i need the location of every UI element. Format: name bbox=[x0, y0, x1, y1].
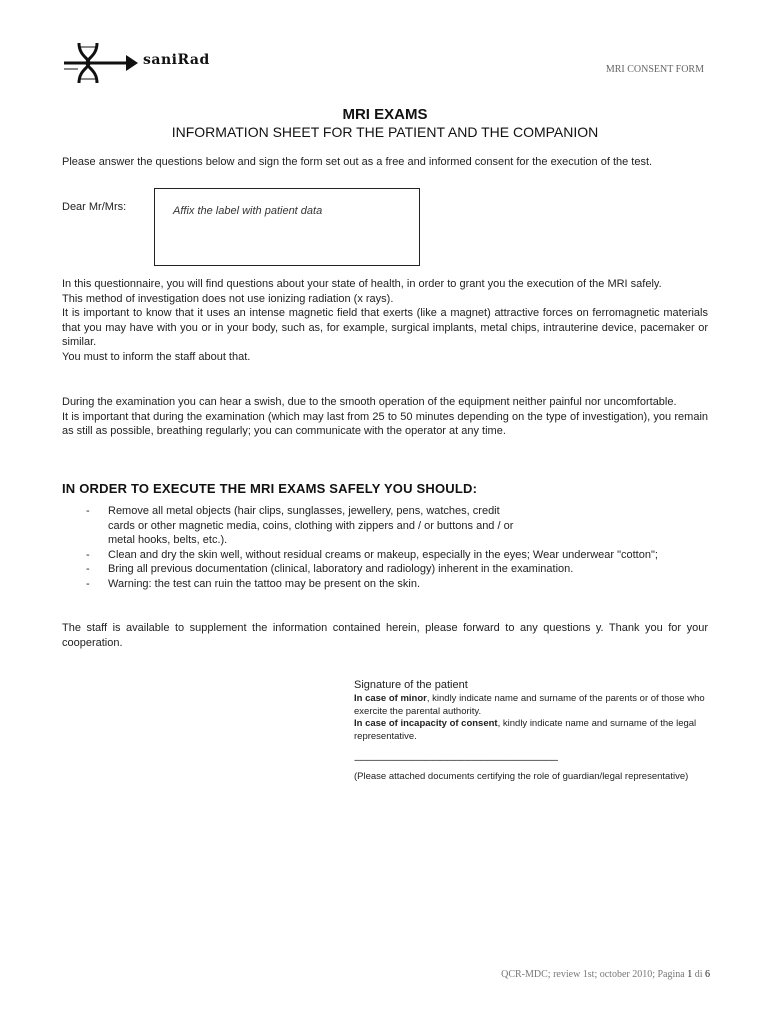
incapacity-text: , kindly indicate name and surname of the legal representative. bbox=[354, 718, 697, 742]
page-number: 1 bbox=[687, 969, 693, 980]
form-name: MRI CONSENT FORM bbox=[605, 64, 704, 75]
info-line: In this questionnaire, you will find questions about your state of health, in order to grant you the execution of the MRI safely. bbox=[62, 278, 662, 290]
label-box-text: Affix the label with patient data bbox=[173, 205, 323, 217]
signature-block bbox=[354, 679, 706, 785]
list-item bbox=[86, 577, 706, 592]
footer-text: QCR-MDC; review 1st; october 2010; Pagina bbox=[501, 969, 688, 980]
page-total: 6 bbox=[705, 969, 710, 980]
bullet-dash: - bbox=[86, 563, 90, 575]
minor-bold: In case of minor bbox=[354, 693, 427, 704]
list-item bbox=[86, 504, 706, 548]
info-line: It is important to know that it uses an intense magnetic field that exerts (like a magnet) attractive forces on ferromagnetic materials that you may have with you or in your body, such as, for example, surgical implants, metal chips, intrauterine device, pacemaker or similar. bbox=[62, 307, 708, 348]
closing-paragraph: The staff is available to supplement the information contained herein, please forward to any questions y. Thank you for your cooperation. bbox=[62, 622, 708, 649]
page-subtitle: INFORMATION SHEET FOR THE PATIENT AND THE COMPANION bbox=[171, 124, 599, 140]
page-title: MRI EXAMS bbox=[342, 106, 428, 123]
dear-label: Dear Mr/Mrs: bbox=[62, 201, 127, 213]
info-line: This method of investigation does not use ionizing radiation (x rays). bbox=[62, 292, 394, 305]
signature-note: (Please attached documents certifying the role of guardian/legal representative) bbox=[354, 771, 689, 782]
bullet-text: Bring all previous documentation (clinical, laboratory and radiology) inherent in the examination. bbox=[108, 563, 574, 575]
footer-of: di bbox=[692, 969, 705, 980]
exam-line: It is important that during the examination (which may last from 25 to 50 minutes depending on the type of investigation), you remain as still as possible, breathing regularly; you can communicate with the operator at any time. bbox=[62, 410, 708, 437]
list-item bbox=[86, 548, 706, 563]
incapacity-bold: In case of incapacity of consent bbox=[354, 718, 498, 729]
signature-heading: Signature of the patient bbox=[354, 679, 468, 691]
section-heading: IN ORDER TO EXECUTE THE MRI EXAMS SAFELY YOU SHOULD: bbox=[62, 481, 478, 496]
list-item bbox=[86, 562, 706, 577]
patient-label-box bbox=[154, 188, 420, 266]
info-line: You must to inform the staff about that. bbox=[62, 350, 251, 363]
bullet-text: Warning: the test can ruin the tattoo may be present on the skin. bbox=[108, 577, 421, 590]
exam-line: During the examination you can hear a swish, due to the smooth operation of the equipment neither painful nor uncomfortable. bbox=[62, 396, 677, 408]
signature-line: ---------------------------------------------------------------------------------------------- bbox=[354, 755, 558, 766]
bullet-dash: - bbox=[86, 505, 90, 517]
minor-text: , kindly indicate name and surname of the parents or of those who exercite the parental authority. bbox=[354, 693, 705, 717]
page-footer bbox=[501, 969, 710, 980]
exam-paragraph bbox=[62, 395, 708, 439]
incapacity-instructions bbox=[354, 718, 706, 743]
bullet-text: Remove all metal objects (hair clips, sunglasses, jewellery, pens, watches, credit cards or other magnetic media, coins, clothing with zippers and / or buttons and / or metal hooks, belts, etc.). bbox=[108, 505, 514, 546]
brand-name: saniRad bbox=[143, 52, 210, 68]
intro-paragraph: Please answer the questions below and sign the form set out as a free and informed consent for the execution of the test. bbox=[62, 156, 653, 168]
bullet-dash: - bbox=[86, 577, 90, 590]
instruction-list bbox=[86, 504, 706, 591]
bullet-text: Clean and dry the skin well, without residual creams or makeup, especially in the eyes; Wear underwear "cotton"; bbox=[108, 548, 658, 561]
minor-instructions bbox=[354, 693, 706, 718]
info-paragraph bbox=[62, 277, 708, 364]
bullet-dash: - bbox=[86, 548, 90, 561]
